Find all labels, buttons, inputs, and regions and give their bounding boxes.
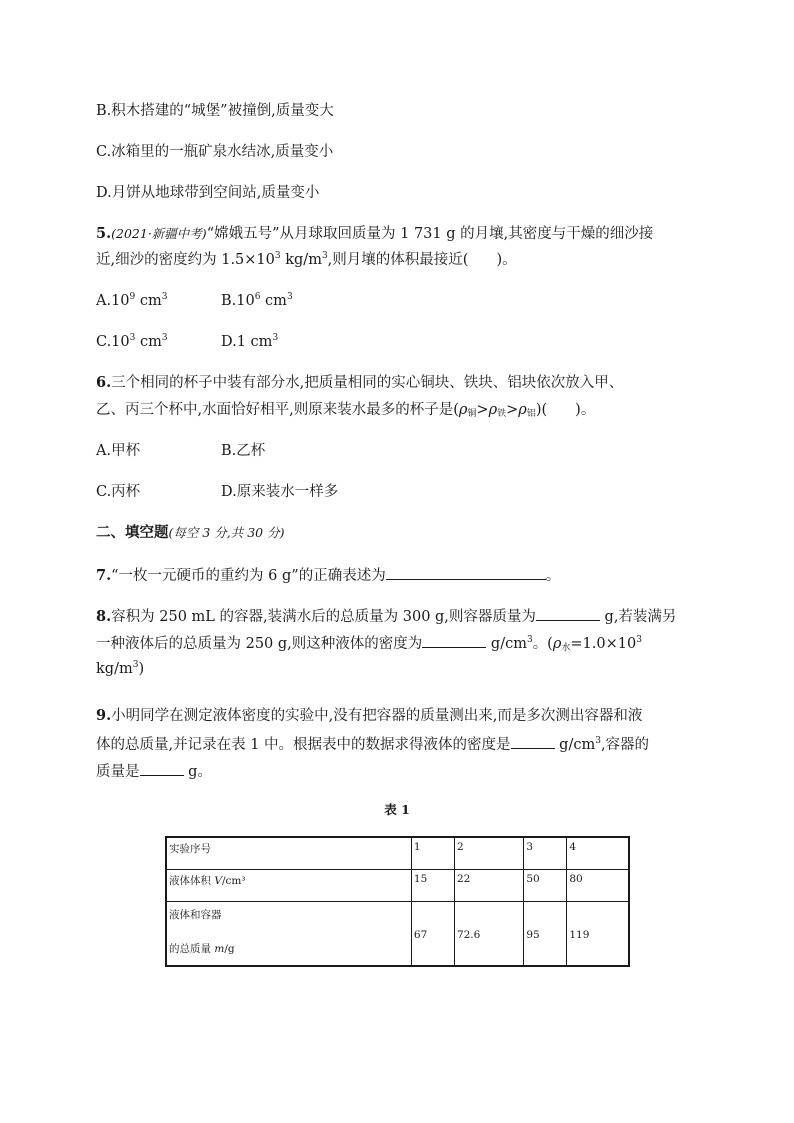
table-caption: 表 1 [384,802,410,817]
q5-options-row2 [96,332,278,352]
q8-rho-sub: 水 [561,643,571,653]
q8-text-2: g,若装满另 [599,609,677,625]
q8-rho-val: =1.0×10 [570,636,637,652]
q8-blank-2[interactable] [422,632,486,648]
q8-text-5: kg/m [96,661,133,677]
q6-text: 三个相同的杯子中装有部分水,把质量相同的实心铜块、铁块、铝块依次放入甲、 [111,375,624,391]
q9-unit: g/cm [554,737,596,753]
q5-number: 5. [96,225,112,242]
q6-close: )( [535,402,548,418]
table-row-label-volume: 液体体积 V/cm³ [166,870,411,902]
table-header-cell: 4 [567,837,629,870]
data-table [165,836,630,967]
table-cell: 72.6 [454,902,523,967]
q9-blank-2[interactable] [140,760,184,776]
q7-end: 。 [545,568,561,584]
section2-title: 二、填空题 [96,524,169,541]
q5-text-3: ,则月壤的体积最接近( [327,252,469,268]
option-c-prev: C.冰箱里的一瓶矿泉水结冰,质量变小 [96,144,334,160]
q5-exp: 3 [274,251,281,261]
q8-line2 [96,632,642,654]
q9-text-4: 质量是 [96,764,140,780]
q9-line1 [96,706,642,726]
q5-unit: kg/m [280,252,322,268]
q8-number: 8. [96,608,112,625]
q6-line1 [96,373,623,393]
q7-text: “一枚一元硬币的重约为 6 g”的正确表述为 [111,568,386,584]
q8-text-3: 一种液体后的总质量为 250 g,则这种液体的密度为 [96,636,423,652]
q9-line3 [96,760,212,782]
table-cell: 22 [454,870,523,902]
q6-option-c: C.丙杯 [96,484,141,500]
q8-text-4: 。( [532,636,553,652]
q9-text-5: g。 [183,764,212,780]
table-header-cell: 实验序号 [166,837,411,870]
q8-rho-exp: 3 [636,635,642,645]
q7-number: 7. [96,567,112,584]
option-d-prev: D.月饼从地球带到空间站,质量变小 [96,185,320,201]
table-row [166,902,629,967]
q5-option-b: $B.10^6$ $cm^3$ [221,292,293,309]
q9-blank-1[interactable] [511,733,555,749]
q8-text-1: 容积为 250 mL 的容器,装满水后的总质量为 300 g,则容器质量为 [111,609,536,625]
q5-option-a: $A.10^9$ $cm^3$ [96,292,168,309]
table-cell: 15 [411,870,454,902]
q5-line2 [96,250,517,270]
q5-source: (2021·新疆中考) [111,226,207,241]
q6-end: )。 [575,402,596,418]
q8-blank-1[interactable] [536,605,600,621]
q8-unit-exp: 3 [526,635,533,645]
q9-text-2: 体的总质量,并记录在表 1 中。根据表中的数据求得液体的密度是 [96,737,511,753]
section2-heading [96,523,284,543]
q6-options-row1 [96,441,265,461]
q5-options-row1 [96,291,293,311]
q8-line3 [96,659,144,679]
table-row [166,837,629,870]
table-cell: 67 [411,902,454,967]
table-cell: 95 [524,902,567,967]
table-header-cell: 1 [411,837,454,870]
q6-options-row2 [96,482,338,502]
option-b-prev: B.积木搭建的“城堡”被撞倒,质量变大 [96,103,334,119]
q6-gt-1: > [476,402,489,418]
q6-sub-iron: 铁 [497,409,507,419]
q6-sub-aluminium: 铝 [526,409,536,419]
table-header-cell: 2 [454,837,523,870]
q9-unit-exp: 3 [595,736,601,746]
q8-line1 [96,605,676,627]
q9-number: 9. [96,707,112,724]
q8-text-6: ) [138,661,145,677]
q5-unit-exp: 3 [321,251,328,261]
q6-option-d: D.原来装水一样多 [221,484,339,500]
q6-text-2: 乙、丙三个杯中,水面恰好相平,则原来装水最多的杯子是( [96,402,459,418]
q7-line [96,564,560,586]
section2-note: (每空 3 分,共 30 分) [168,525,285,540]
q6-option-a: A.甲杯 [96,443,141,459]
q8-rho: ρ [552,636,562,652]
q5-option-d: D.1 $cm^3$ [221,333,279,350]
q6-sub-copper: 铜 [467,409,477,419]
q5-end: )。 [496,252,517,268]
q8-unit: g/cm [486,636,527,652]
q9-line2 [96,733,649,755]
q6-rho-1: ρ [458,402,468,418]
q5-text: “嫦娥五号”从月球取回质量为 1 731 g 的月壤,其密度与干燥的细沙接 [206,226,654,242]
table-row-label-mass: 液体和容器 的总质量 m/g [166,902,411,967]
q5-line1 [96,224,653,244]
table-cell: 50 [524,870,567,902]
table-cell: 119 [567,902,629,967]
q9-text-3: ,容器的 [600,737,650,753]
q6-rho-2: ρ [488,402,498,418]
q6-gt-2: > [506,402,519,418]
q9-text-1: 小明同学在测定液体密度的实验中,没有把容器的质量测出来,而是多次测出容器和液 [111,708,643,724]
q7-blank[interactable] [386,564,546,580]
q6-line2 [96,400,595,420]
q5-text-2: 近,细沙的密度约为 1.5×10 [96,252,275,268]
q5-option-c: $C.10^3$ $cm^3$ [96,333,168,350]
table-cell: 80 [567,870,629,902]
q6-number: 6. [96,374,112,391]
table-row [166,870,629,902]
q6-option-b: B.乙杯 [221,443,266,459]
q6-rho-3: ρ [518,402,527,418]
table-header-cell: 3 [524,837,567,870]
q8-line3-exp: 3 [132,660,139,670]
